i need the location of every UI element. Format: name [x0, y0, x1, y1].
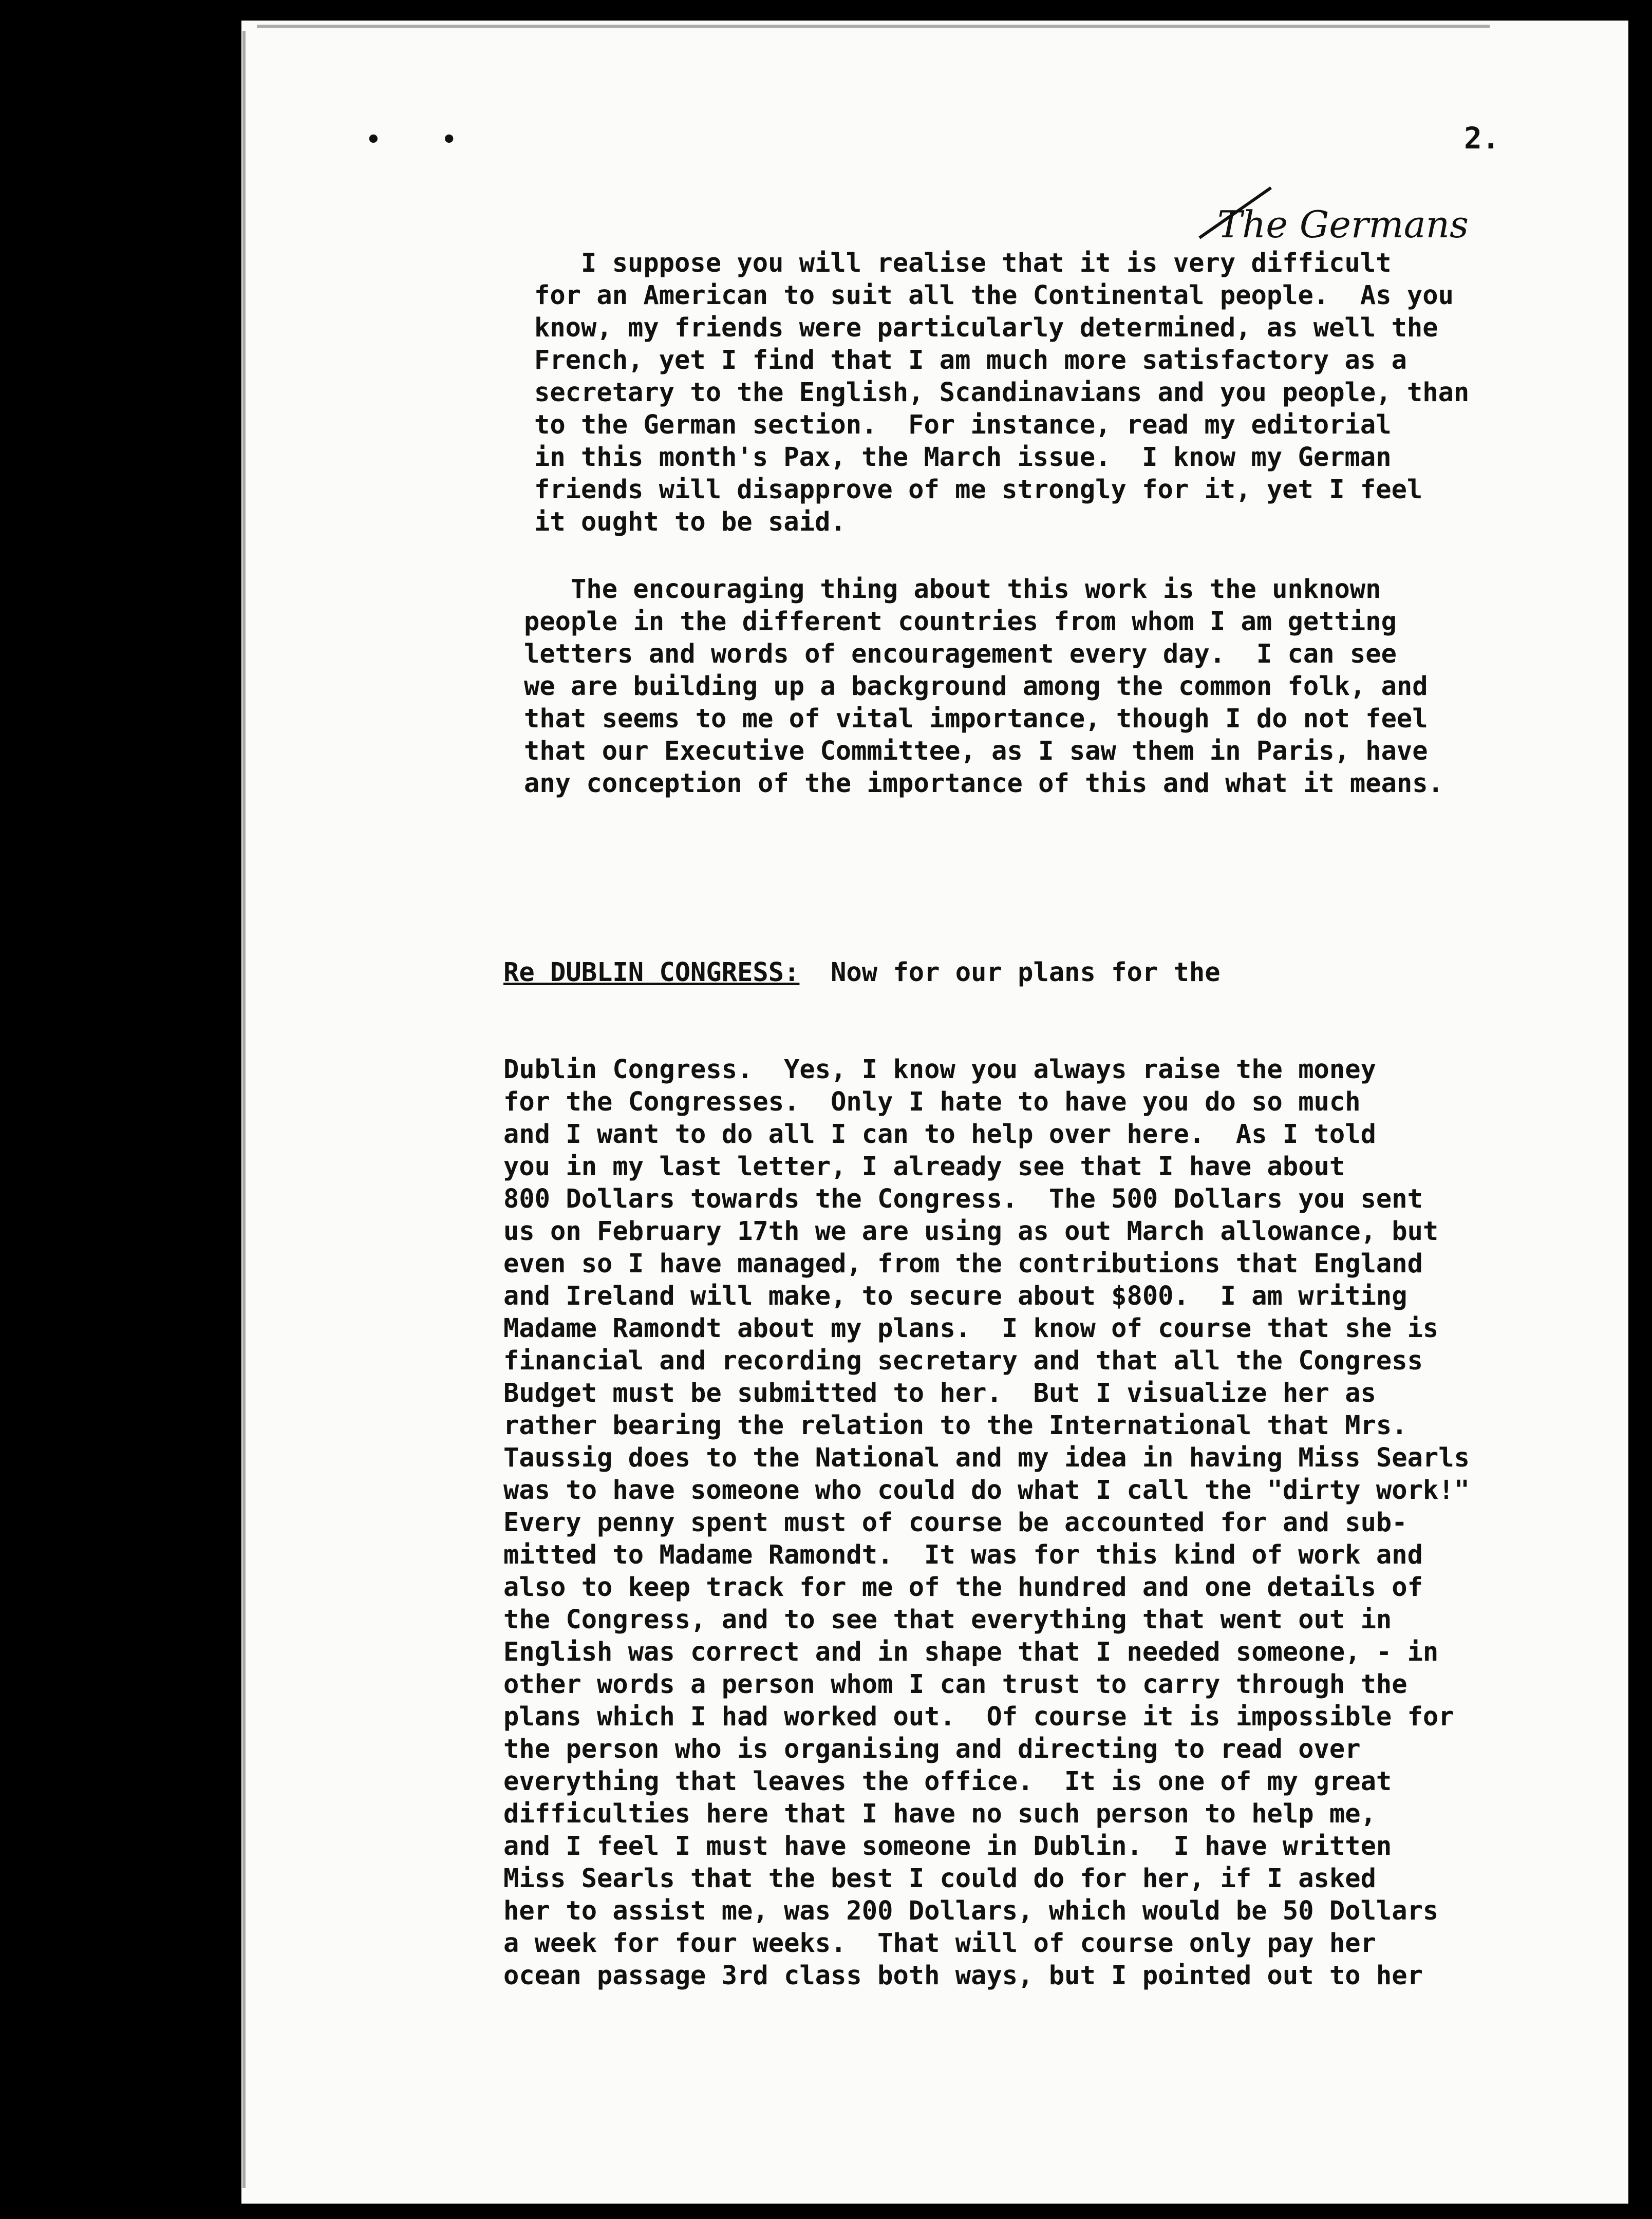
page-number: 2. — [1464, 121, 1500, 156]
paragraph-1 — [534, 247, 1469, 538]
text-line: that our Executive Committee, as I saw them in Paris, have — [524, 736, 1428, 766]
paragraph-3 — [503, 891, 1470, 1991]
paragraph-3-first-line — [503, 956, 1470, 988]
text-line: The encouraging thing about this work is the unknown — [524, 574, 1381, 604]
text-line: Madame Ramondt about my plans. I know of course that she is — [503, 1313, 1439, 1343]
text-line: plans which I had worked out. Of course it is impossible for — [503, 1701, 1454, 1732]
text-line: 800 Dollars towards the Congress. The 500 Dollars you sent — [503, 1183, 1423, 1214]
text-line: for an American to suit all the Continental people. As you — [534, 280, 1454, 310]
text-line: difficulties here that I have no such person to help me, — [503, 1798, 1376, 1829]
text-line: in this month's Pax, the March issue. I know my German — [534, 442, 1392, 472]
text-line: friends will disapprove of me strongly for it, yet I feel — [534, 474, 1423, 504]
scan-edge-left — [242, 31, 246, 2188]
text-line: we are building up a background among the common folk, and — [524, 671, 1428, 701]
paragraph-3-first-rest: Now for our plans for the — [799, 957, 1221, 987]
text-line: letters and words of encouragement every day. I can see — [524, 638, 1397, 669]
text-line: secretary to the English, Scandinavians and you people, than — [534, 377, 1470, 407]
handwritten-insertion: The Germans — [1217, 203, 1469, 246]
text-line: a week for four weeks. That will of course only pay her — [503, 1928, 1376, 1958]
text-line: people in the different countries from whom I am getting — [524, 606, 1397, 636]
text-line: know, my friends were particularly determined, as well the — [534, 312, 1438, 343]
text-line: English was correct and in shape that I needed someone, - in — [503, 1637, 1439, 1667]
text-line: Every penny spent must of course be accounted for and sub- — [503, 1507, 1407, 1537]
text-line: and Ireland will make, to secure about $800. I am writing — [503, 1281, 1407, 1311]
text-line: Dublin Congress. Yes, I know you always raise the money — [503, 1054, 1376, 1084]
text-line: other words a person whom I can trust to carry through the — [503, 1669, 1407, 1699]
paragraph-2 — [524, 573, 1443, 799]
text-line: to the German section. For instance, read my editorial — [534, 409, 1392, 440]
text-line: everything that leaves the office. It is one of my great — [503, 1766, 1392, 1796]
text-line: her to assist me, was 200 Dollars, which would be 50 Dollars — [503, 1895, 1439, 1926]
dublin-congress-heading: Re DUBLIN CONGRESS: — [503, 957, 800, 987]
text-line: any conception of the importance of this and what it means. — [524, 768, 1443, 798]
text-line: even so I have managed, from the contributions that England — [503, 1248, 1423, 1278]
text-line: mitted to Madame Ramondt. It was for this kind of work and — [503, 1539, 1423, 1570]
text-line: French, yet I find that I am much more satisfactory as a — [534, 345, 1407, 375]
text-line: Taussig does to the National and my idea in having Miss Searls — [503, 1442, 1470, 1473]
text-line: also to keep track for me of the hundred and one details of — [503, 1572, 1423, 1602]
document-page — [241, 21, 1628, 2204]
text-line: the Congress, and to see that everything that went out in — [503, 1604, 1392, 1634]
text-line: that seems to me of vital importance, though I do not feel — [524, 703, 1428, 734]
text-line: and I want to do all I can to help over here. As I told — [503, 1119, 1376, 1149]
text-line: was to have someone who could do what I call the "dirty work!" — [503, 1475, 1470, 1505]
margin-marks: • • — [365, 123, 479, 157]
text-line: Miss Searls that the best I could do for her, if I asked — [503, 1863, 1376, 1893]
text-line: Budget must be submitted to her. But I visualize her as — [503, 1378, 1376, 1408]
text-line: rather bearing the relation to the International that Mrs. — [503, 1410, 1407, 1440]
text-line: it ought to be said. — [534, 506, 846, 537]
text-line: you in my last letter, I already see that I have about — [503, 1151, 1345, 1181]
text-line: us on February 17th we are using as out March allowance, but — [503, 1216, 1439, 1246]
text-line: I suppose you will realise that it is very difficult — [534, 248, 1392, 278]
text-line: the person who is organising and directing to read over — [503, 1734, 1361, 1764]
letter-body — [241, 21, 1628, 1990]
text-line: financial and recording secretary and that all the Congress — [503, 1345, 1423, 1376]
text-line: and I feel I must have someone in Dublin. I have written — [503, 1831, 1392, 1861]
text-line: for the Congresses. Only I hate to have you do so much — [503, 1086, 1361, 1117]
text-line: ocean passage 3rd class both ways, but I pointed out to her — [503, 1960, 1423, 1990]
